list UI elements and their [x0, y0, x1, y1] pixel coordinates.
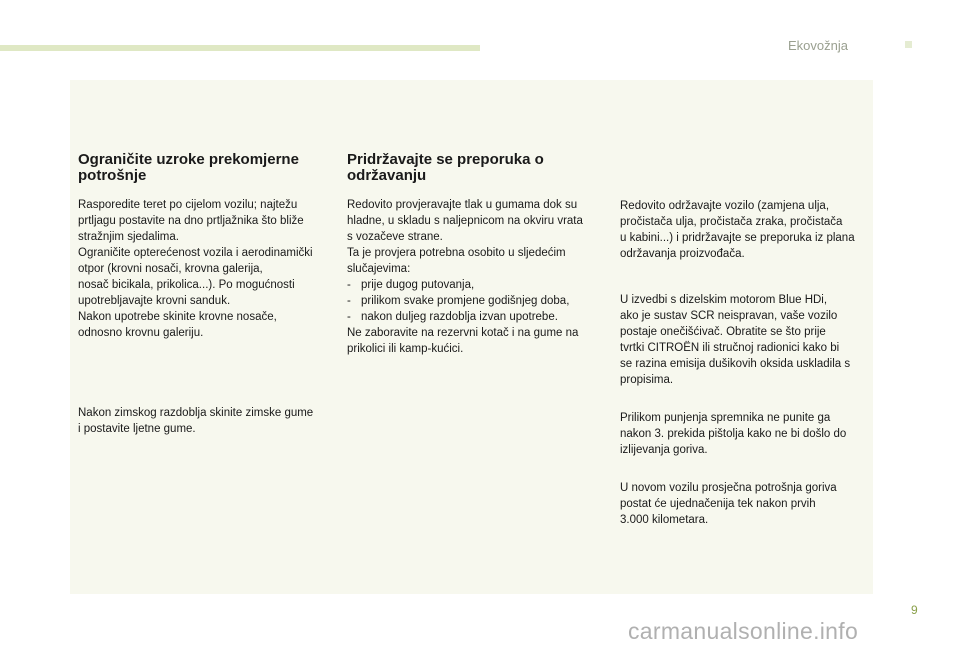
section-title: Ekovožnja [788, 38, 848, 53]
right-paragraph-4: U novom vozilu prosječna potrošnja goriva postat će ujednačenija tek nakon prvih 3.000 kilometara. [620, 482, 837, 526]
list-item: - prilikom svake promjene godišnjeg doba, [347, 295, 570, 307]
list-item: - prije dugog putovanja, [347, 279, 475, 291]
check-list [347, 277, 603, 325]
middle-paragraph-2: Ne zaboravite na rezervni kotač i na gume na prikolici ili kamp-kućici. [347, 327, 579, 355]
right-column [620, 198, 870, 528]
list-item: - nakon duljeg razdoblja izvan upotrebe. [347, 311, 558, 323]
section-marker [905, 41, 912, 48]
middle-heading: Pridržavajte se preporuka o održavanju [347, 151, 544, 184]
left-column [78, 152, 334, 437]
left-paragraph-1: Rasporedite teret po cijelom vozilu; najtežu prtljagu postavite na dno prtljažnika što bliže stražnjim sjedalima. Ograničite opterećenost vozila i aerodinamički otpor (krovni nosači, krovna galerija, nosač bicikala, prikolica...). Po mogućnosti upotrebljavajte krovni sanduk. Nakon upotrebe skinite krovne nosače, odnosno krovnu galeriju. [78, 199, 313, 339]
watermark: carmanualsonline.info [628, 618, 859, 644]
left-heading: Ograničite uzroke prekomjerne potrošnje [78, 151, 299, 184]
right-paragraph-1: Redovito održavajte vozilo (zamjena ulja, pročistača ulja, pročistača zraka, pročistača u kabini...) i pridržavajte se preporuka iz plana održavanja proizvođača. [620, 200, 855, 260]
page-number: 9 [911, 603, 918, 617]
header-accent-bar [0, 45, 480, 51]
right-paragraph-3: Prilikom punjenja spremnika ne punite ga nakon 3. prekida pištolja kako ne bi došlo do izlijevanja goriva. [620, 412, 847, 456]
left-paragraph-2: Nakon zimskog razdoblja skinite zimske gume i postavite ljetne gume. [78, 407, 314, 435]
middle-paragraph-1: Redovito provjeravajte tlak u gumama dok su hladne, u skladu s naljepnicom na okviru vrata s vozačeve strane. Ta je provjera potrebna osobito u sljedećim slučajevima: [347, 199, 583, 275]
middle-column [347, 152, 603, 357]
right-paragraph-2: U izvedbi s dizelskim motorom Blue HDi, ako je sustav SCR neispravan, vaše vozilo postaje onečišćivač. Obratite se što prije tvrtki CITROËN ili stručnoj radionici kako bi se razina emisija dušikovih oksida uskladila s propisima. [620, 294, 851, 386]
